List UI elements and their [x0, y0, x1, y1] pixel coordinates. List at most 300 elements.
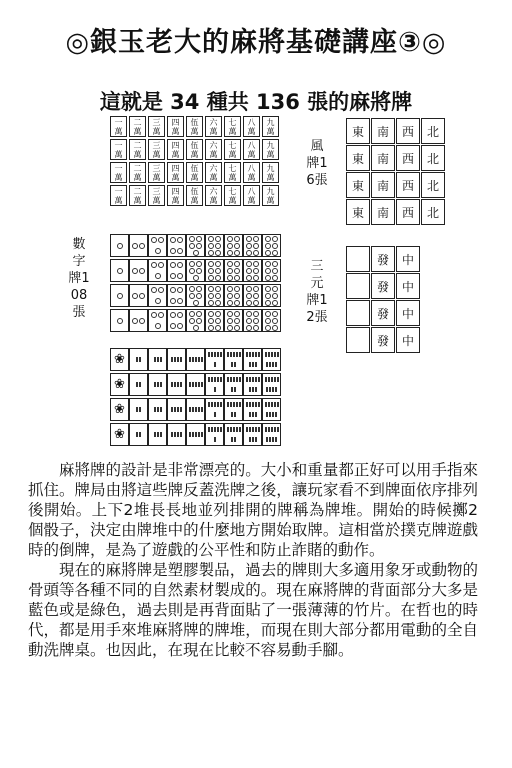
- tile-suffix: 萬: [133, 126, 142, 136]
- bamboo-stick: [275, 437, 277, 442]
- circle-pip: [253, 332, 259, 333]
- bamboo-stick: [208, 377, 210, 382]
- character-tile: [205, 139, 222, 160]
- circle-pip: [215, 268, 221, 274]
- circle-pip: [177, 312, 183, 318]
- circle-pip: [196, 286, 202, 292]
- bamboo-tile: [262, 423, 281, 446]
- tile-numeral: 三: [152, 117, 161, 127]
- character-tile: [148, 185, 165, 206]
- circle-pip: [208, 268, 214, 274]
- tile-suffix: 萬: [190, 149, 199, 159]
- bamboo-stick: [230, 352, 232, 357]
- circle-pip: [272, 332, 278, 333]
- circle-pip: [234, 293, 240, 299]
- bamboo-stick: [231, 412, 233, 417]
- wind-tile: 南: [371, 172, 395, 198]
- bamboo-stick: [171, 432, 173, 437]
- bamboo-tiles-grid: [110, 348, 279, 446]
- tile-suffix: 萬: [152, 195, 161, 205]
- bamboo-stick: [275, 387, 277, 392]
- bamboo-stick: [266, 437, 268, 442]
- bamboo-tile: [243, 423, 262, 446]
- tile-suffix: 萬: [171, 149, 180, 159]
- circle-pip: [208, 275, 214, 281]
- tile-suffix: 萬: [171, 126, 180, 136]
- circle-pip: [265, 236, 271, 242]
- bamboo-stick: [249, 427, 251, 432]
- character-tile: [167, 116, 184, 137]
- bamboo-stick: [233, 427, 235, 432]
- tile-numeral: 六: [209, 140, 218, 150]
- wind-tile: 西: [396, 172, 420, 198]
- bamboo-tile: [148, 423, 167, 446]
- dragon-tile: 發: [371, 246, 395, 272]
- circle-pip: [151, 312, 157, 318]
- wind-tile: 東: [346, 199, 370, 225]
- character-tile: [129, 185, 146, 206]
- character-tile: [224, 162, 241, 183]
- wind-tile: 東: [346, 172, 370, 198]
- bamboo-stick: [195, 407, 197, 412]
- circle-tile: [205, 309, 224, 332]
- circle-pip: [246, 332, 252, 333]
- character-tile: [243, 162, 260, 183]
- circle-pip: [189, 243, 195, 249]
- character-tile: [262, 185, 279, 206]
- bamboo-tile: [186, 423, 205, 446]
- bamboo-stick: [211, 427, 213, 432]
- character-tile: [167, 162, 184, 183]
- bamboo-stick: [274, 352, 276, 357]
- circle-pip: [253, 318, 259, 324]
- tile-numeral: 七: [228, 117, 237, 127]
- circle-pip: [158, 237, 164, 243]
- circle-pip: [265, 286, 271, 292]
- character-tile: [186, 139, 203, 160]
- circle-tile: [224, 284, 243, 307]
- bamboo-stick: [249, 402, 251, 407]
- bamboo-stick: [154, 432, 156, 437]
- circle-pip: [189, 286, 195, 292]
- circle-pip: [139, 243, 145, 249]
- tile-numeral: 四: [171, 117, 180, 127]
- circle-pip: [265, 318, 271, 324]
- circle-pip: [265, 293, 271, 299]
- tile-numeral: 三: [152, 140, 161, 150]
- character-tile: [224, 185, 241, 206]
- circle-tile: [129, 234, 148, 257]
- bamboo-stick: [249, 352, 251, 357]
- circle-pip: [117, 318, 123, 324]
- bamboo-stick: [272, 387, 274, 392]
- circle-pip: [189, 236, 195, 242]
- bamboo-stick: [255, 402, 257, 407]
- bamboo-stick: [154, 407, 156, 412]
- circle-tile: [129, 284, 148, 307]
- bamboo-stick: [177, 432, 179, 437]
- bamboo-tile: [110, 373, 129, 396]
- bamboo-stick: [139, 357, 141, 362]
- bamboo-stick: [214, 437, 216, 442]
- bamboo-stick: [227, 427, 229, 432]
- bamboo-stick: [214, 377, 216, 382]
- bamboo-tile: [224, 398, 243, 421]
- dragon-tiles-grid: [346, 246, 420, 353]
- tile-numeral: 伍: [190, 163, 199, 173]
- tile-numeral: 四: [171, 163, 180, 173]
- character-tile: [262, 116, 279, 137]
- bamboo-stick: [272, 437, 274, 442]
- dragon-tile: [346, 327, 370, 353]
- bamboo-stick: [233, 377, 235, 382]
- bamboo-tile: [243, 398, 262, 421]
- circle-pip: [253, 293, 259, 299]
- circle-pip: [246, 325, 252, 331]
- circle-pip: [170, 262, 176, 268]
- bamboo-stick: [249, 362, 251, 367]
- tile-suffix: 萬: [133, 172, 142, 182]
- bamboo-stick: [234, 412, 236, 417]
- circle-pip: [117, 243, 123, 249]
- circle-tile: [243, 309, 262, 332]
- bird-icon: ❀: [114, 377, 125, 392]
- bamboo-stick: [160, 382, 162, 387]
- bamboo-tile: [129, 373, 148, 396]
- circle-pip: [265, 307, 271, 308]
- bamboo-stick: [227, 377, 229, 382]
- character-tile: [243, 185, 260, 206]
- bamboo-stick: [208, 427, 210, 432]
- bamboo-stick: [217, 402, 219, 407]
- circle-pip: [151, 287, 157, 293]
- bamboo-stick: [195, 382, 197, 387]
- circle-pip: [227, 261, 233, 267]
- wind-tile: 西: [396, 145, 420, 171]
- tile-suffix: 萬: [266, 149, 275, 159]
- bamboo-tile: [205, 373, 224, 396]
- circle-pip: [170, 273, 176, 279]
- bamboo-stick: [252, 412, 254, 417]
- bamboo-stick: [258, 377, 260, 382]
- bamboo-stick: [220, 402, 222, 407]
- bamboo-stick: [268, 377, 270, 382]
- circle-pip: [117, 268, 123, 274]
- circle-pip: [158, 262, 164, 268]
- bamboo-stick: [180, 432, 182, 437]
- circle-pip: [234, 268, 240, 274]
- circle-pip: [272, 268, 278, 274]
- bamboo-stick: [157, 432, 159, 437]
- tile-numeral: 八: [247, 117, 256, 127]
- circle-pip: [272, 250, 278, 256]
- bird-icon: ❀: [114, 427, 125, 442]
- character-tile: [205, 185, 222, 206]
- circle-pip: [139, 293, 145, 299]
- circle-pip: [177, 287, 183, 293]
- bamboo-stick: [246, 352, 248, 357]
- bamboo-stick: [249, 437, 251, 442]
- circle-pip: [265, 275, 271, 281]
- bamboo-stick: [231, 437, 233, 442]
- tile-suffix: 萬: [247, 195, 256, 205]
- circle-pip: [234, 300, 240, 306]
- circle-pip: [253, 286, 259, 292]
- bamboo-stick: [265, 427, 267, 432]
- circle-pip: [234, 275, 240, 281]
- bamboo-stick: [189, 407, 191, 412]
- circle-pip: [196, 311, 202, 317]
- bamboo-tile: [205, 348, 224, 371]
- bamboo-stick: [217, 427, 219, 432]
- character-tile: [148, 139, 165, 160]
- dragon-tile: [346, 246, 370, 272]
- bird-icon: ❀: [114, 402, 125, 417]
- wind-tile: 東: [346, 118, 370, 144]
- tile-numeral: 伍: [190, 117, 199, 127]
- bamboo-stick: [189, 432, 191, 437]
- body-text: [28, 460, 478, 660]
- bamboo-stick: [231, 387, 233, 392]
- bamboo-stick: [154, 382, 156, 387]
- dragon-tile: 發: [371, 327, 395, 353]
- circle-pip: [208, 286, 214, 292]
- dragon-tile: 中: [396, 300, 420, 326]
- character-tile: [148, 162, 165, 183]
- bamboo-stick: [252, 362, 254, 367]
- circle-pip: [246, 243, 252, 249]
- bamboo-stick: [236, 402, 238, 407]
- bamboo-stick: [236, 427, 238, 432]
- page-subtitle: 這就是 34 種共 136 張的麻將牌: [99, 90, 413, 114]
- tile-numeral: 七: [228, 140, 237, 150]
- bamboo-stick: [139, 432, 141, 437]
- bamboo-stick: [214, 402, 216, 407]
- bamboo-stick: [192, 382, 194, 387]
- circle-pip: [272, 325, 278, 331]
- circle-pip: [177, 262, 183, 268]
- bamboo-stick: [201, 382, 203, 387]
- circle-pip: [132, 243, 138, 249]
- circle-pip: [170, 237, 176, 243]
- bamboo-tile: [129, 348, 148, 371]
- circle-pip: [215, 286, 221, 292]
- bamboo-stick: [171, 407, 173, 412]
- circle-pip: [234, 261, 240, 267]
- circle-pip: [189, 318, 195, 324]
- bamboo-stick: [255, 437, 257, 442]
- circle-pip: [231, 332, 237, 333]
- circle-tile: [224, 309, 243, 332]
- bamboo-stick: [236, 377, 238, 382]
- bamboo-stick: [255, 412, 257, 417]
- circle-pip: [158, 287, 164, 293]
- wind-tile: 北: [421, 118, 445, 144]
- bamboo-stick: [271, 352, 273, 357]
- bamboo-tile: [205, 423, 224, 446]
- bird-icon: ❀: [114, 352, 125, 367]
- circle-tile: [110, 259, 129, 282]
- character-tile: [262, 162, 279, 183]
- bamboo-stick: [180, 357, 182, 362]
- circle-tile: [167, 309, 186, 332]
- bamboo-stick: [269, 412, 271, 417]
- bamboo-tile: [110, 398, 129, 421]
- tile-suffix: 萬: [133, 149, 142, 159]
- wind-tiles-grid: [346, 118, 445, 225]
- circle-pip: [208, 311, 214, 317]
- bamboo-stick: [269, 362, 271, 367]
- bamboo-stick: [180, 407, 182, 412]
- circle-pip: [227, 300, 233, 306]
- bamboo-stick: [198, 382, 200, 387]
- bamboo-stick: [271, 377, 273, 382]
- tile-suffix: 萬: [209, 172, 218, 182]
- circle-pip: [227, 275, 233, 281]
- circle-pip: [177, 298, 183, 304]
- bamboo-stick: [252, 387, 254, 392]
- bamboo-stick: [171, 357, 173, 362]
- circle-pip: [170, 287, 176, 293]
- circle-pip: [170, 298, 176, 304]
- circle-pip: [272, 261, 278, 267]
- circle-tile: [224, 234, 243, 257]
- dragon-tile: 中: [396, 273, 420, 299]
- circle-pip: [246, 275, 252, 281]
- circle-pip: [215, 236, 221, 242]
- tile-numeral: 八: [247, 186, 256, 196]
- bamboo-stick: [217, 352, 219, 357]
- circle-pip: [272, 243, 278, 249]
- wind-tile: 西: [396, 199, 420, 225]
- circle-tile: [205, 259, 224, 282]
- character-tile: [129, 162, 146, 183]
- circle-pip: [155, 323, 161, 329]
- circle-tile: [205, 284, 224, 307]
- circle-pip: [272, 293, 278, 299]
- circle-pip: [177, 323, 183, 329]
- character-tiles-grid: [110, 116, 279, 206]
- circle-pip: [246, 307, 252, 308]
- circle-pip: [193, 300, 199, 306]
- tile-numeral: 八: [247, 140, 256, 150]
- tile-suffix: 萬: [114, 195, 123, 205]
- circle-pip: [196, 261, 202, 267]
- character-tile: [205, 116, 222, 137]
- bamboo-stick: [252, 437, 254, 442]
- bamboo-tile: [224, 348, 243, 371]
- circle-tile: [167, 284, 186, 307]
- tile-suffix: 萬: [266, 126, 275, 136]
- bamboo-stick: [214, 387, 216, 392]
- bamboo-tile: [186, 348, 205, 371]
- circle-pip: [177, 237, 183, 243]
- character-tile: [205, 162, 222, 183]
- circle-tile: [167, 259, 186, 282]
- wind-tile: 北: [421, 145, 445, 171]
- circle-pip: [139, 268, 145, 274]
- bamboo-stick: [230, 427, 232, 432]
- circle-pip: [265, 268, 271, 274]
- bamboo-stick: [234, 387, 236, 392]
- circle-tile: [129, 309, 148, 332]
- bamboo-stick: [136, 407, 138, 412]
- bamboo-stick: [272, 362, 274, 367]
- bamboo-stick: [201, 432, 203, 437]
- character-tile: [186, 185, 203, 206]
- tile-numeral: 九: [266, 163, 275, 173]
- circle-tile: [110, 309, 129, 332]
- tile-suffix: 萬: [209, 126, 218, 136]
- bamboo-stick: [258, 402, 260, 407]
- bamboo-stick: [266, 412, 268, 417]
- dragon-tile: [346, 273, 370, 299]
- circle-pip: [246, 318, 252, 324]
- bamboo-stick: [230, 377, 232, 382]
- circle-pip: [139, 318, 145, 324]
- wind-tile: 北: [421, 172, 445, 198]
- bamboo-stick: [189, 382, 191, 387]
- bamboo-stick: [234, 362, 236, 367]
- bamboo-stick: [246, 377, 248, 382]
- circle-pip: [196, 236, 202, 242]
- bamboo-stick: [211, 377, 213, 382]
- bamboo-tile: [243, 373, 262, 396]
- circle-pip: [227, 236, 233, 242]
- tile-numeral: 三: [152, 163, 161, 173]
- bamboo-stick: [177, 382, 179, 387]
- circle-tile: [148, 259, 167, 282]
- bamboo-stick: [268, 402, 270, 407]
- circle-pip: [253, 300, 259, 306]
- circle-pip: [253, 275, 259, 281]
- bamboo-stick: [192, 407, 194, 412]
- bamboo-tile: [167, 398, 186, 421]
- bamboo-stick: [208, 352, 210, 357]
- bamboo-stick: [160, 357, 162, 362]
- circle-pip: [132, 293, 138, 299]
- tile-suffix: 萬: [228, 172, 237, 182]
- circle-pip: [234, 311, 240, 317]
- bamboo-tile: [148, 373, 167, 396]
- tile-suffix: 萬: [209, 195, 218, 205]
- tile-suffix: 萬: [209, 149, 218, 159]
- circle-pip: [272, 300, 278, 306]
- bamboo-tile: [129, 398, 148, 421]
- circle-tile: [186, 309, 205, 332]
- circle-pip: [265, 325, 271, 331]
- tile-suffix: 萬: [114, 172, 123, 182]
- circle-tile: [110, 284, 129, 307]
- circle-pip: [208, 325, 214, 331]
- tile-numeral: 二: [133, 140, 142, 150]
- circle-pip: [246, 236, 252, 242]
- circle-pip: [246, 286, 252, 292]
- bamboo-stick: [266, 387, 268, 392]
- bamboo-stick: [239, 402, 241, 407]
- tile-suffix: 萬: [171, 195, 180, 205]
- circle-pip: [208, 261, 214, 267]
- circle-tile: [129, 259, 148, 282]
- circle-pip: [189, 311, 195, 317]
- bamboo-stick: [275, 412, 277, 417]
- circle-pip: [208, 250, 214, 256]
- circle-tile: [148, 234, 167, 257]
- circle-pip: [227, 250, 233, 256]
- tile-numeral: 九: [266, 140, 275, 150]
- tile-numeral: 六: [209, 186, 218, 196]
- bamboo-stick: [271, 427, 273, 432]
